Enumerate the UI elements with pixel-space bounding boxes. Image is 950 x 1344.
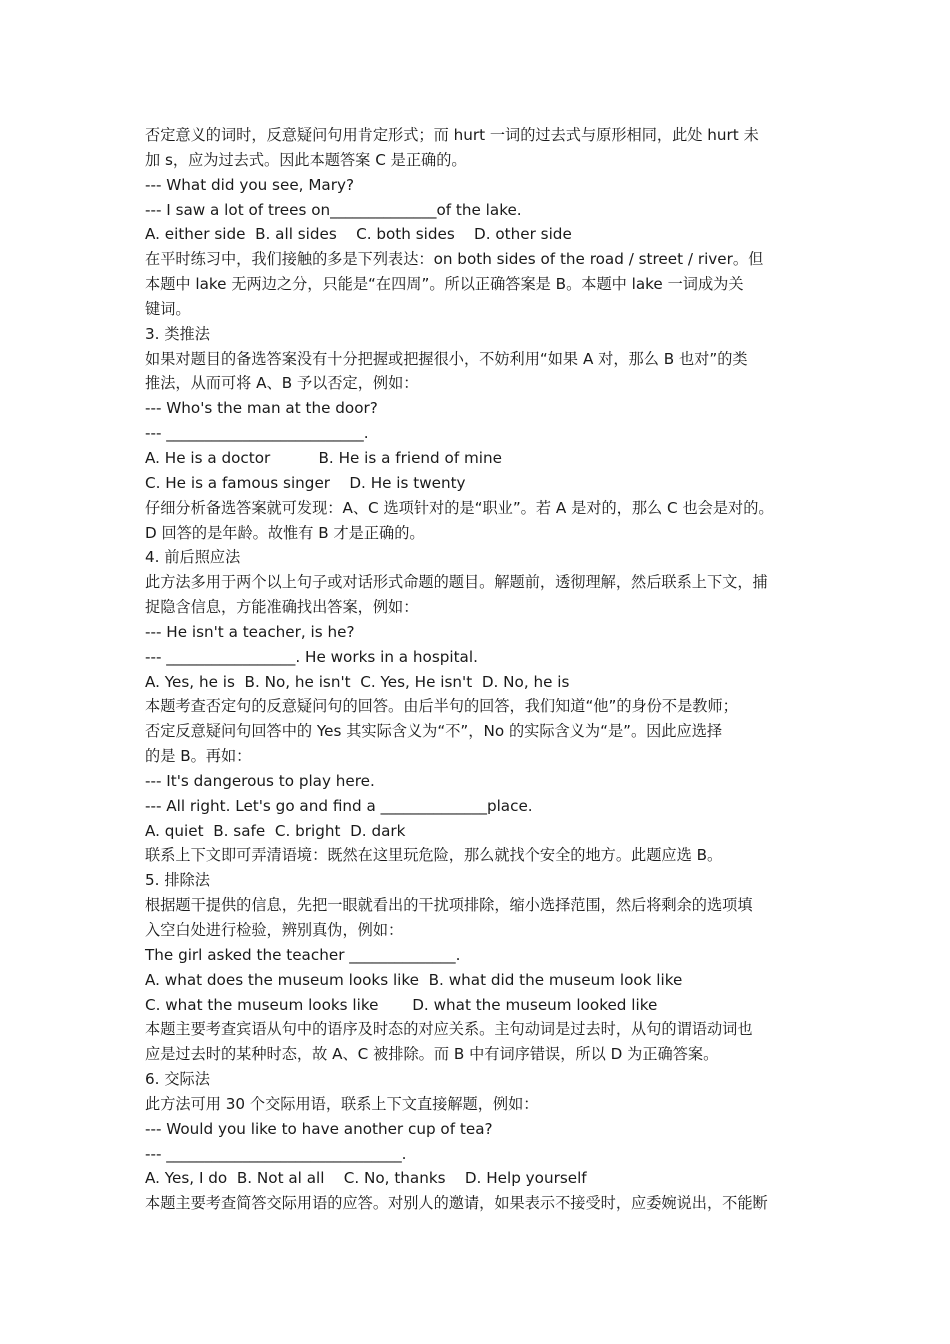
dialogue-line: --- I saw a lot of trees on______________of the lake.: [145, 200, 522, 219]
answer-options: A. quiet B. safe C. bright D. dark: [145, 821, 406, 840]
question-line: The girl asked the teacher ______________.: [145, 945, 461, 964]
text-line: 根据题干提供的信息，先把一眼就看出的干扰项排除，缩小选择范围，然后将剩余的选项填: [145, 896, 753, 915]
text-line: 入空白处进行检验，辨别真伪，例如：: [145, 921, 404, 939]
text-line: 仔细分析备选答案就可发现：A、C 选项针对的是“职业”。若 A 是对的，那么 C 也会是对的。: [145, 498, 774, 517]
document-body: [145, 123, 825, 1216]
answer-options: C. He is a famous singer D. He is twenty: [145, 473, 466, 492]
answer-options: A. Yes, he is B. No, he isn't C. Yes, He isn't D. No, he is: [145, 672, 570, 691]
answer-options: C. what the museum looks like D. what the museum looked like: [145, 995, 658, 1014]
dialogue-line: --- Who's the man at the door?: [145, 399, 378, 418]
text-line: 如果对题目的备选答案没有十分把握或把握很小，不妨利用“如果 A 对，那么 B 也对”的类: [145, 349, 748, 368]
answer-options: A. what does the museum looks like B. what did the museum look like: [145, 970, 683, 989]
text-line: 捉隐含信息，方能准确找出答案，例如：: [145, 598, 419, 617]
answer-options: A. He is a doctor B. He is a friend of mine: [145, 448, 502, 467]
dialogue-line: --- What did you see, Mary?: [145, 175, 355, 194]
text-line: 在平时练习中，我们接触的多是下列表达：on both sides of the road / street / river。但: [145, 250, 764, 269]
section-heading: 5. 排除法: [145, 871, 210, 890]
dialogue-line: --- _________________. He works in a hospital.: [145, 647, 478, 666]
answer-options: A. either side B. all sides C. both sides D. other side: [145, 225, 572, 244]
text-line: 的是 B。再如：: [145, 747, 252, 766]
section-heading: 6. 交际法: [145, 1070, 210, 1089]
dialogue-line: --- It's dangerous to play here.: [145, 771, 375, 790]
text-line: 应是过去时的某种时态，故 A、C 被排除。而 B 中有词序错误，所以 D 为正确答案。: [145, 1045, 719, 1064]
text-line: 此方法可用 30 个交际用语，联系上下文直接解题，例如：: [145, 1094, 539, 1113]
text-line: 本题考查否定句的反意疑问句的回答。由后半句的回答，我们知道“他”的身份不是教师；: [145, 697, 738, 716]
text-line: 否定反意疑问句回答中的 Yes 其实际含义为“不”，No 的实际含义为“是”。因此应选择: [145, 722, 723, 741]
text-line: 加 s，应为过去式。因此本题答案 C 是正确的。: [145, 150, 467, 169]
text-line: 推法，从而可将 A、B 予以否定，例如：: [145, 374, 419, 393]
section-heading: 4. 前后照应法: [145, 548, 241, 567]
dialogue-line: --- He isn't a teacher, is he?: [145, 622, 355, 641]
text-line: 本题主要考查宾语从句中的语序及时态的对应关系。主句动词是过去时，从句的谓语动词也: [145, 1020, 753, 1039]
dialogue-line: --- _______________________________.: [145, 1144, 407, 1163]
answer-options: A. Yes, I do B. Not al all C. No, thanks D. Help yourself: [145, 1169, 587, 1188]
text-line: 键词。: [145, 299, 191, 318]
dialogue-line: --- __________________________.: [145, 424, 369, 443]
text-line: 本题中 lake 无两边之分，只能是“在四周”。所以正确答案是 B。本题中 lake 一词成为关: [145, 275, 744, 294]
section-heading: 3. 类推法: [145, 324, 210, 343]
text-line: D 回答的是年龄。故惟有 B 才是正确的。: [145, 523, 425, 542]
text-line: 否定意义的词时，反意疑问句用肯定形式；而 hurt 一词的过去式与原形相同，此处 hurt 未: [145, 126, 759, 144]
text-line: 本题主要考查简答交际用语的应答。对别人的邀请，如果表示不接受时，应委婉说出，不能断: [145, 1194, 768, 1213]
text-line: 联系上下文即可弄清语境：既然在这里玩危险，那么就找个安全的地方。此题应选 B。: [145, 846, 723, 865]
dialogue-line: --- Would you like to have another cup of tea?: [145, 1119, 493, 1138]
text-line: 此方法多用于两个以上句子或对话形式命题的题目。解题前，透彻理解，然后联系上下文，捕: [145, 573, 768, 592]
dialogue-line: --- All right. Let's go and find a ______________place.: [145, 796, 533, 815]
